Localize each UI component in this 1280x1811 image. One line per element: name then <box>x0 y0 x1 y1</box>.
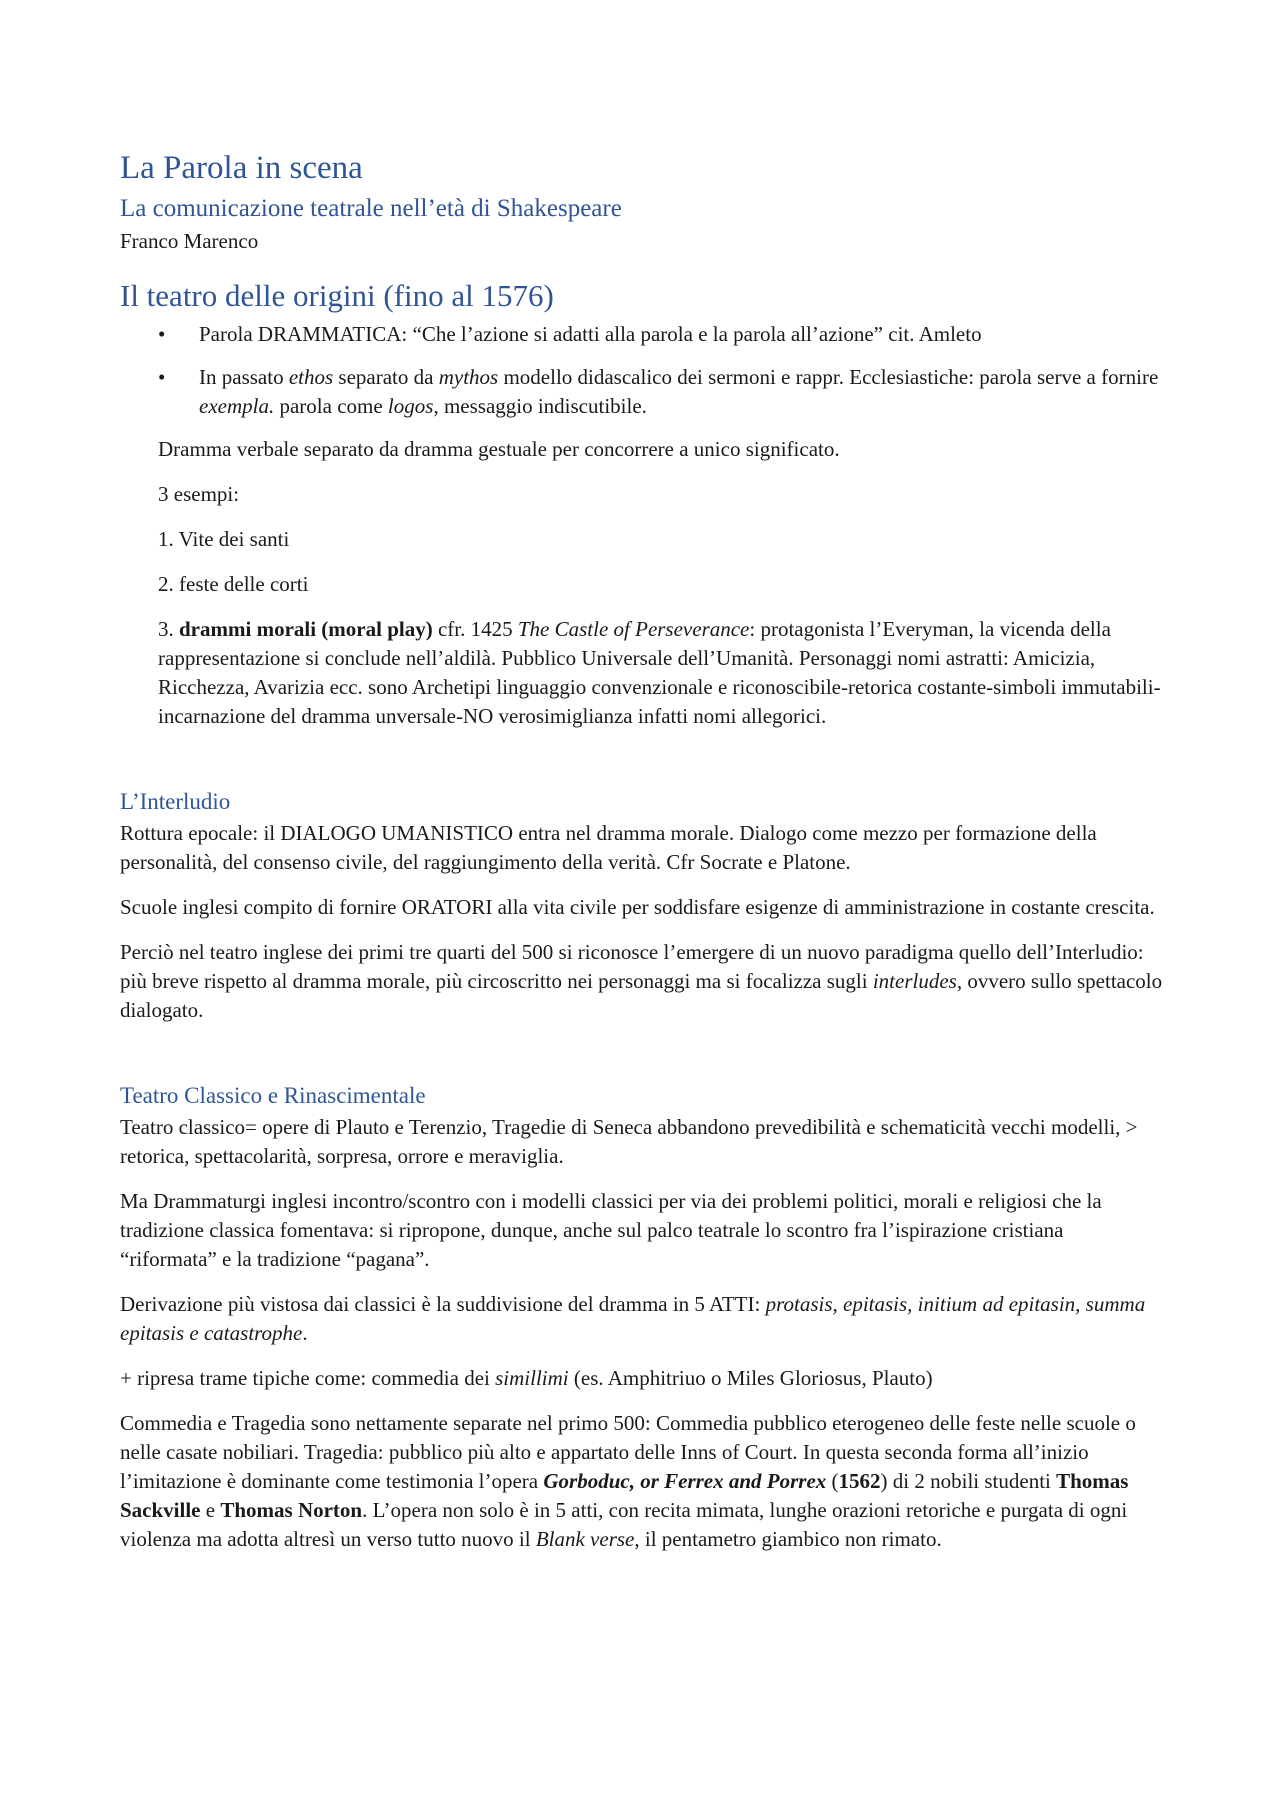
italic-term: mythos <box>438 364 499 389</box>
doc-author: Franco Marenco <box>120 228 259 253</box>
italic-term: interludes, <box>872 968 963 993</box>
bold-term: Thomas Norton <box>220 1497 363 1522</box>
paragraph: Dramma verbale separato da dramma gestuale per concorrere a unico significato. <box>158 436 840 461</box>
section-heading-interludio: L’Interludio <box>120 788 231 814</box>
bullet-list <box>120 320 1165 421</box>
spacer <box>120 747 1165 787</box>
text-run: (es. Amphitriuo o Miles Gloriosus, Plauto) <box>568 1365 933 1390</box>
bullet-marker: • <box>158 364 166 389</box>
document-body <box>120 148 1165 1570</box>
paragraph: Ma Drammaturgi inglesi incontro/scontro con i modelli classici per via dei problemi politici, morali e religiosi che la tradizione classica fomentava: si ripropone, dunque, anche sul palco teatrale lo scontro fra l’ispirazione cristiana “riformata” e la tradizione “pagana”. <box>120 1188 1102 1271</box>
italic-term: logos <box>387 393 434 418</box>
text-run: 3. <box>158 616 179 641</box>
text-run: . L’opera non solo è in 5 atti, con recita mimata, lunghe orazioni retoriche e purgata di ogni violenza ma adotta altresì un verso tutto nuovo il <box>120 1497 1128 1551</box>
italic-term: ethos <box>288 364 334 389</box>
text-run: Perciò nel teatro inglese dei primi tre quarti del 500 si riconosce l’emergere di un nuovo paradigma quello dell’Interludio: più breve rispetto al dramma morale, più circoscritto nei personaggi ma si focalizza sugli <box>120 939 1144 993</box>
section-heading-teatro-classico: Teatro Classico e Rinascimentale <box>120 1082 426 1108</box>
paragraph: Rottura epocale: il DIALOGO UMANISTICO entra nel dramma morale. Dialogo come mezzo per formazione della personalità, del consenso civile, del raggiungimento della verità. Cfr Socrate e Platone. <box>120 820 1097 874</box>
bold-italic-title: Gorboduc, or Ferrex and Porrex <box>543 1468 827 1493</box>
text-run: , messaggio indiscutibile. <box>433 393 647 418</box>
paragraph: Scuole inglesi compito di fornire ORATORI alla vita civile per soddisfare esigenze di amministrazione in costante crescita. <box>120 894 1155 919</box>
numbered-item: 1. Vite dei santi <box>158 526 290 551</box>
paragraph: Teatro classico= opere di Plauto e Terenzio, Tragedie di Seneca abbandono prevedibilità e schematicità vecchi modelli, > retorica, spettacolarità, sorpresa, orrore e meraviglia. <box>120 1114 1138 1168</box>
bold-italic-term <box>543 1469 826 1493</box>
list-item-text: Parola DRAMMATICA: “Che l’azione si adatti alla parola e la parola all’azione” cit. Amleto <box>199 321 982 346</box>
italic-term: simillimi <box>495 1365 569 1390</box>
indented-block <box>120 435 1165 731</box>
bold-term: drammi morali (moral play) <box>179 616 433 641</box>
paragraph <box>120 1290 1165 1348</box>
text-run: separato da <box>333 364 439 389</box>
section-body <box>120 819 1165 1025</box>
section-heading-origins: Il teatro delle origini (fino al 1576) <box>120 278 554 314</box>
text-run: Derivazione più vistosa dai classici è la suddivisione del dramma in 5 ATTI: <box>120 1291 766 1316</box>
text-run: + ripresa trame tipiche come: commedia dei <box>120 1365 496 1390</box>
bullet-marker: • <box>158 321 166 346</box>
italic-term: Blank verse <box>535 1526 635 1551</box>
numbered-item: 2. feste delle corti <box>158 571 309 596</box>
text-run: , il pentametro giambico non rimato. <box>634 1526 942 1551</box>
paragraph: 3 esempi: <box>158 481 240 506</box>
italic-term: exempla. <box>199 393 275 418</box>
list-item <box>158 363 1165 421</box>
paragraph <box>120 1409 1165 1554</box>
text-run: modello didascalico dei sermoni e rappr. Ecclesiastiche: parola serve a fornire <box>498 364 1159 389</box>
section-body <box>120 1113 1165 1554</box>
paragraph <box>120 1364 1165 1393</box>
doc-title: La Parola in scena <box>120 150 363 186</box>
text-run: ovvero sullo spettacolo dialogato. <box>120 968 1163 1022</box>
text-run: : protagonista l’Everyman, la vicenda della rappresentazione si conclude nell’aldilà. Pubblico Universale dell’Umanità. Personaggi nomi astratti: Amicizia, Ricchezza, Avarizia ecc. sono Archetipi linguaggio convenzionale e riconoscibile-retorica costante-simboli immutabili-incarnazione del dramma unversale-NO verosimiglianza infatti nomi allegorici. <box>158 616 1161 728</box>
text-run: e <box>200 1497 221 1522</box>
italic-term: The Castle of Perseverance <box>517 616 750 641</box>
spacer <box>120 1041 1165 1081</box>
text-run: In passato <box>199 364 289 389</box>
paragraph <box>120 938 1165 1025</box>
text-run: ( <box>826 1468 839 1493</box>
text-run: ) di 2 nobili studenti <box>880 1468 1057 1493</box>
italic-term: protasis, epitasis, initium ad epitasin, summa epitasis e catastrophe <box>120 1291 1146 1345</box>
list-item <box>158 320 1165 349</box>
text-run: . <box>302 1320 308 1345</box>
text-run: Commedia e Tragedia sono nettamente separate nel primo 500: Commedia pubblico eterogeneo delle feste nelle scuole o nelle casate nobiliari. Tragedia: pubblico più alto e appartato delle Inns of Court. In questa seconda forma all’inizio l’imitazione è dominante come testimonia l’opera <box>120 1410 1136 1493</box>
text-run: parola come <box>274 393 388 418</box>
doc-subtitle: La comunicazione teatrale nell’età di Shakespeare <box>120 195 622 223</box>
text-run: cfr. 1425 <box>432 616 518 641</box>
bold-term: Thomas Sackville <box>120 1468 1129 1522</box>
bold-term: 1562 <box>838 1468 881 1493</box>
numbered-item <box>158 615 1165 731</box>
